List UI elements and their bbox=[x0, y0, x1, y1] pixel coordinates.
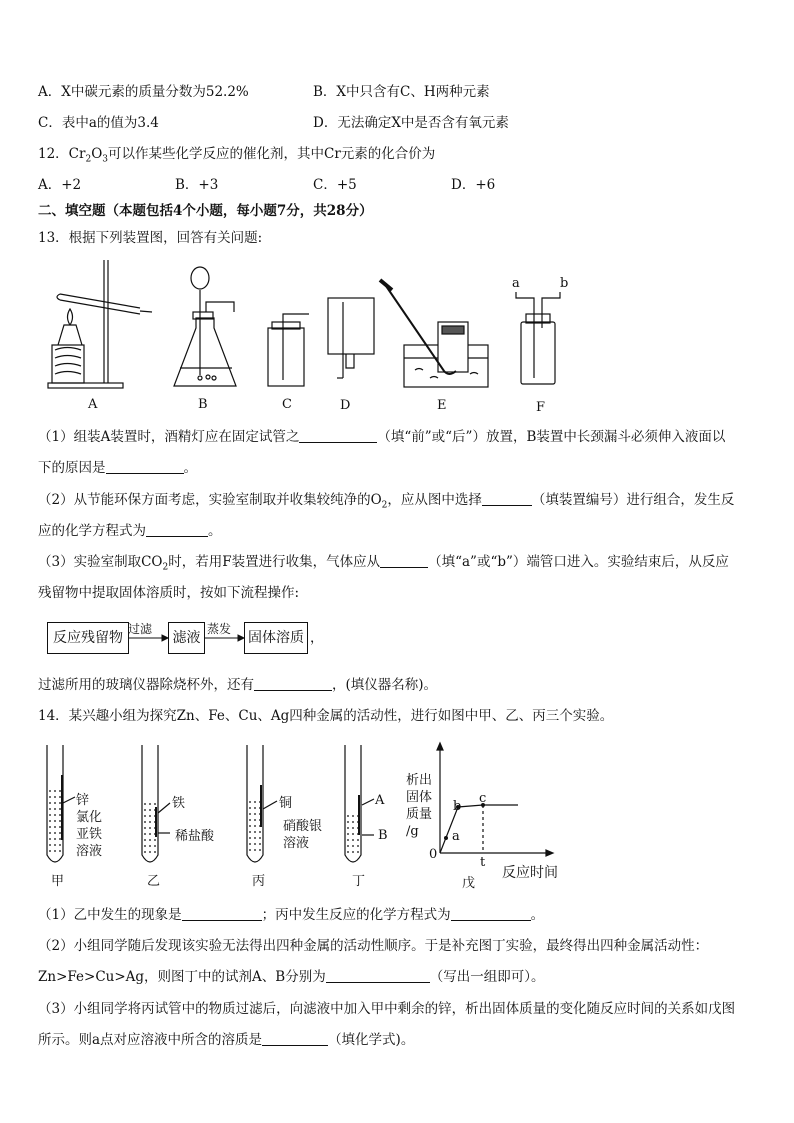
tube-yi-label-iron: 铁 bbox=[172, 796, 186, 811]
apparatus-label-f: F bbox=[536, 400, 546, 415]
apparatus-label-a: A bbox=[88, 397, 98, 412]
answer-blank[interactable] bbox=[254, 676, 332, 691]
tube-ding-label-b: B bbox=[378, 828, 388, 843]
q12-option-a: A．+2 bbox=[38, 177, 82, 193]
answer-blank[interactable] bbox=[451, 906, 531, 921]
graph-origin: 0 bbox=[429, 847, 438, 862]
flow-box-solid: 固体溶质 bbox=[244, 622, 308, 654]
q14-part1: （1）乙中发生的现象是 ；丙中发生反应的化学方程式为 。 bbox=[38, 907, 545, 923]
tube-name-yi: 乙 bbox=[147, 874, 161, 889]
section-heading: 二、填空题（本题包括4个小题，每小题7分，共28分） bbox=[38, 203, 373, 219]
q13-stem: 13．根据下列装置图，回答有关问题: bbox=[38, 230, 263, 246]
flow-box-residue: 反应残留物 bbox=[47, 622, 129, 654]
q11-option-d: D．无法确定X中是否含有氧元素 bbox=[313, 115, 509, 131]
graph-y-label: 析出 固体 质量 /g bbox=[406, 773, 433, 839]
q11-option-a: A．X中碳元素的质量分数为52.2% bbox=[38, 84, 249, 100]
q13-part3-line2: 残留物中提取固体溶质时，按如下流程操作: bbox=[38, 585, 300, 601]
q12-option-d: D．+6 bbox=[451, 177, 496, 193]
q14-part2-line2: Zn>Fe>Cu>Ag，则图丁中的试剂A、B分别为 （写出一组即可）。 bbox=[38, 969, 545, 985]
tube-name-ding: 丁 bbox=[352, 874, 366, 889]
apparatus-label-d: D bbox=[340, 398, 351, 413]
q11-option-c: C．表中a的值为3.4 bbox=[38, 115, 159, 131]
tube-name-wu: 戊 bbox=[462, 876, 476, 891]
q14-stem: 14．某兴趣小组为探究Zn、Fe、Cu、Ag四种金属的活动性，进行如图中甲、乙、丙三个实验。 bbox=[38, 708, 614, 724]
q13-part3-line1: （3）实验室制取$CO_2$时，若用F装置进行收集，气体应从 （填“a”或“b”）端管口进入。实验结束后，从反应 bbox=[38, 554, 729, 573]
q13-part1-line2: 下的原因是 。 bbox=[38, 460, 197, 476]
tube-bing-label-solution: 硝酸银 溶液 bbox=[283, 819, 323, 851]
answer-blank[interactable] bbox=[299, 428, 377, 443]
q12-option-c: C．+5 bbox=[313, 177, 357, 193]
tube-ding-label-a: A bbox=[375, 793, 385, 808]
graph-point-b: b bbox=[453, 799, 462, 814]
q14-part3-line2: 所示。则a点对应溶液中所含的溶质是 （填化学式)。 bbox=[38, 1032, 415, 1048]
apparatus-figure bbox=[0, 250, 794, 430]
answer-blank[interactable] bbox=[182, 906, 262, 921]
q13-part2-line1: （2）从节能环保方面考虑，实验室制取并收集较纯净的$O_2$，应从图中选择 （填装置编号）进行组合，发生反 bbox=[38, 492, 735, 511]
q13-part3-line3: 过滤所用的玻璃仪器除烧杯外，还有 ，(填仪器名称)。 bbox=[38, 677, 438, 693]
q13-part1-line1: （1）组装A装置时，酒精灯应在固定试管之 （填“前”或“后”）放置，B装置中长颈漏斗必须伸入液面以 bbox=[38, 429, 726, 445]
answer-blank[interactable] bbox=[146, 522, 208, 537]
graph-t-label: t bbox=[480, 855, 486, 870]
graph-point-c: c bbox=[479, 791, 487, 806]
answer-blank[interactable] bbox=[262, 1031, 328, 1046]
tube-name-bing: 丙 bbox=[252, 874, 266, 889]
q11-option-b: B．X中只含有C、H两种元素 bbox=[313, 84, 490, 100]
apparatus-label-e: E bbox=[437, 398, 447, 413]
answer-blank[interactable] bbox=[106, 459, 184, 474]
tube-jia-labels: 锌 氯化 亚铁 溶液 bbox=[76, 793, 103, 859]
answer-blank[interactable] bbox=[326, 968, 430, 983]
tube-yi-label-acid: 稀盐酸 bbox=[175, 829, 215, 844]
answer-blank[interactable] bbox=[380, 553, 428, 568]
apparatus-label-b: B bbox=[198, 397, 208, 412]
tube-bing-label-copper: 铜 bbox=[279, 796, 293, 811]
q14-figure bbox=[0, 735, 794, 875]
flow-arrows bbox=[0, 630, 794, 650]
graph-point-a: a bbox=[452, 829, 460, 844]
q12-option-b: B．+3 bbox=[175, 177, 219, 193]
q14-part3-line1: （3）小组同学将丙试管中的物质过滤后，向滤液中加入甲中剩余的锌，析出固体质量的变化随反应时间的关系如戊图 bbox=[38, 1001, 736, 1017]
flow-op-evaporate: 蒸发 bbox=[207, 622, 232, 636]
flow-end: ， bbox=[310, 630, 324, 646]
tube-name-jia: 甲 bbox=[51, 874, 65, 889]
port-label-b: b bbox=[560, 276, 569, 291]
flow-op-filter: 过滤 bbox=[128, 622, 153, 636]
apparatus-label-c: C bbox=[282, 397, 292, 412]
q13-part2-line2: 应的化学方程式为 。 bbox=[38, 523, 222, 539]
port-label-a: a bbox=[512, 276, 520, 291]
q14-part2-line1: （2）小组同学随后发现该实验无法得出四种金属的活动性顺序。于是补充图丁实验，最终得出四种金属活动性： bbox=[38, 938, 709, 954]
answer-blank[interactable] bbox=[482, 491, 532, 506]
flow-box-filtrate: 滤液 bbox=[168, 622, 205, 654]
q12-stem: 12．$Cr_2O_3$可以作某些化学反应的催化剂，其中Cr元素的化合价为 bbox=[38, 146, 436, 165]
graph-x-label: 反应时间 bbox=[502, 865, 558, 881]
